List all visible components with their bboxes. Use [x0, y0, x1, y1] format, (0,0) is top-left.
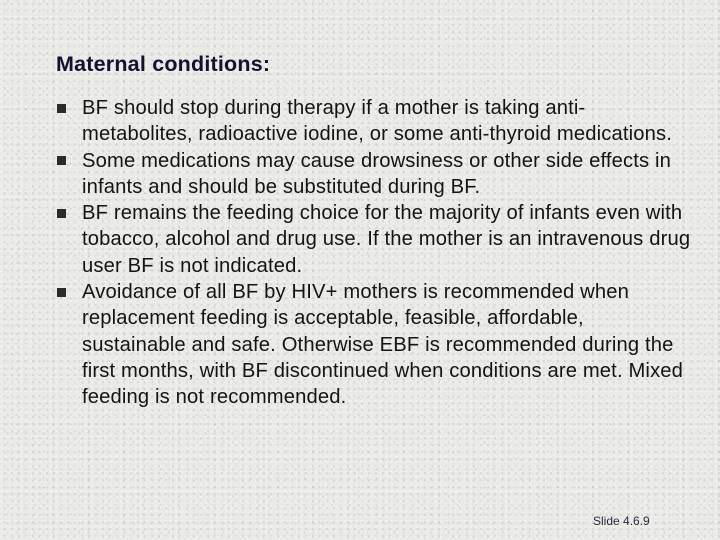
bullet-text: Avoidance of all BF by HIV+ mothers is recommended when replacement feeding is acceptable, feasible, affordable, sustainable and safe. Otherwise EBF is recommended during the first months, with BF discontinued when conditions are met. Mixed feeding is not recommended. [82, 281, 684, 409]
bullet-item [56, 200, 692, 279]
bullet-text: BF remains the feeding choice for the majority of infants even with tobacco, alcohol and drug use. If the mother is an intravenous drug user BF is not indicated. [82, 202, 691, 277]
slide-number: Slide 4.6.9 [593, 514, 650, 528]
square-bullet-icon [57, 156, 66, 165]
slide-title: Maternal conditions: [56, 52, 271, 76]
bullet-item [56, 95, 692, 148]
bullet-text: BF should stop during therapy if a mother is taking anti-metabolites, radioactive iodine, or some anti-thyroid medications. [82, 97, 673, 146]
bullet-text: Some medications may cause drowsiness or other side effects in infants and should be substituted during BF. [82, 149, 672, 198]
square-bullet-icon [57, 104, 66, 113]
bullet-item [56, 279, 692, 410]
bullet-item [56, 148, 692, 201]
square-bullet-icon [57, 288, 66, 297]
square-bullet-icon [57, 209, 66, 218]
bullet-list [56, 95, 692, 411]
